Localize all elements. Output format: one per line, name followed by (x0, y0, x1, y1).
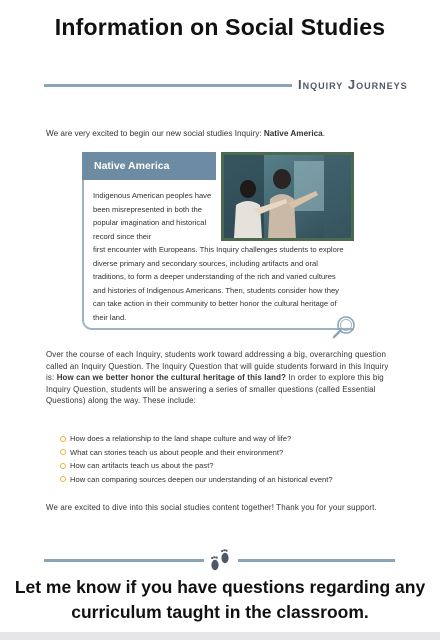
intro-prefix: We are very excited to begin our new social studies Inquiry: (46, 129, 264, 138)
list-item (60, 459, 400, 473)
closing-line-1: Let me know if you have questions regarding any (14, 577, 426, 597)
question-text: What can stories teach us about people and their environment? (70, 447, 284, 457)
bullet-circle-icon (60, 449, 66, 455)
list-item (60, 473, 400, 487)
card-heading: Native America (82, 152, 216, 180)
magnifying-glass-icon (331, 314, 357, 340)
thanks-text: We are excited to dive into this social studies content together! Thank you for your support. (46, 503, 377, 512)
card-photo (221, 152, 354, 241)
intro-text (46, 128, 396, 139)
bullet-circle-icon (60, 436, 66, 442)
card-text-bottom: first encounter with Europeans. This Inquiry challenges students to explore diverse primary and secondary sources, including artifacts and oral traditions, to form a deeper understanding of the rich and varied cultures and histories of Indigenous Americans. Then, students consider how they can take action in their community to better honor the cultural heritage of their land. (93, 245, 344, 322)
intro-suffix: . (322, 129, 325, 138)
list-item (60, 432, 400, 446)
bottom-band (0, 632, 440, 640)
paragraph-part1: Over the course of each Inquiry, students work toward addressing a big, overarching question called an Inquiry Question. The Inquiry Question that will guide students forward in this Inquiry is: (46, 350, 389, 382)
header-rule (44, 84, 292, 87)
intro-inquiry-name: Native America (263, 129, 323, 138)
photo-two-women-touching-artifact (224, 155, 351, 238)
footprints-icon (207, 546, 233, 574)
footer-rule-right (238, 559, 395, 562)
paragraph-part2: In order to explore this big Inquiry Question, students will be answering a series of smaller questions (called Essential Questions) along the way. These include: (46, 373, 384, 405)
question-text: How can artifacts teach us about the past? (70, 461, 214, 471)
closing-message (0, 575, 440, 625)
question-text: How can comparing sources deepen our understanding of an historical event? (70, 474, 333, 484)
inquiry-question: How can we better honor the cultural heritage of this land? (56, 373, 287, 382)
essential-questions-list (60, 432, 400, 486)
inquiry-card (82, 152, 354, 330)
page-title: Information on Social Studies (54, 14, 386, 40)
bullet-circle-icon (60, 476, 66, 482)
card-text-top: Indigenous American peoples have been misrepresented in both the popular imagination and historical record since their (93, 191, 212, 241)
bullet-circle-icon (60, 463, 66, 469)
list-item (60, 446, 400, 460)
closing-line-2: curriculum taught in the classroom. (71, 602, 369, 622)
question-text: How does a relationship to the land shape culture and way of life? (70, 434, 292, 443)
brand-logo: Inquiry Journeys (298, 77, 408, 92)
footer-rule-left (44, 559, 204, 562)
inquiry-question-paragraph (46, 349, 396, 407)
